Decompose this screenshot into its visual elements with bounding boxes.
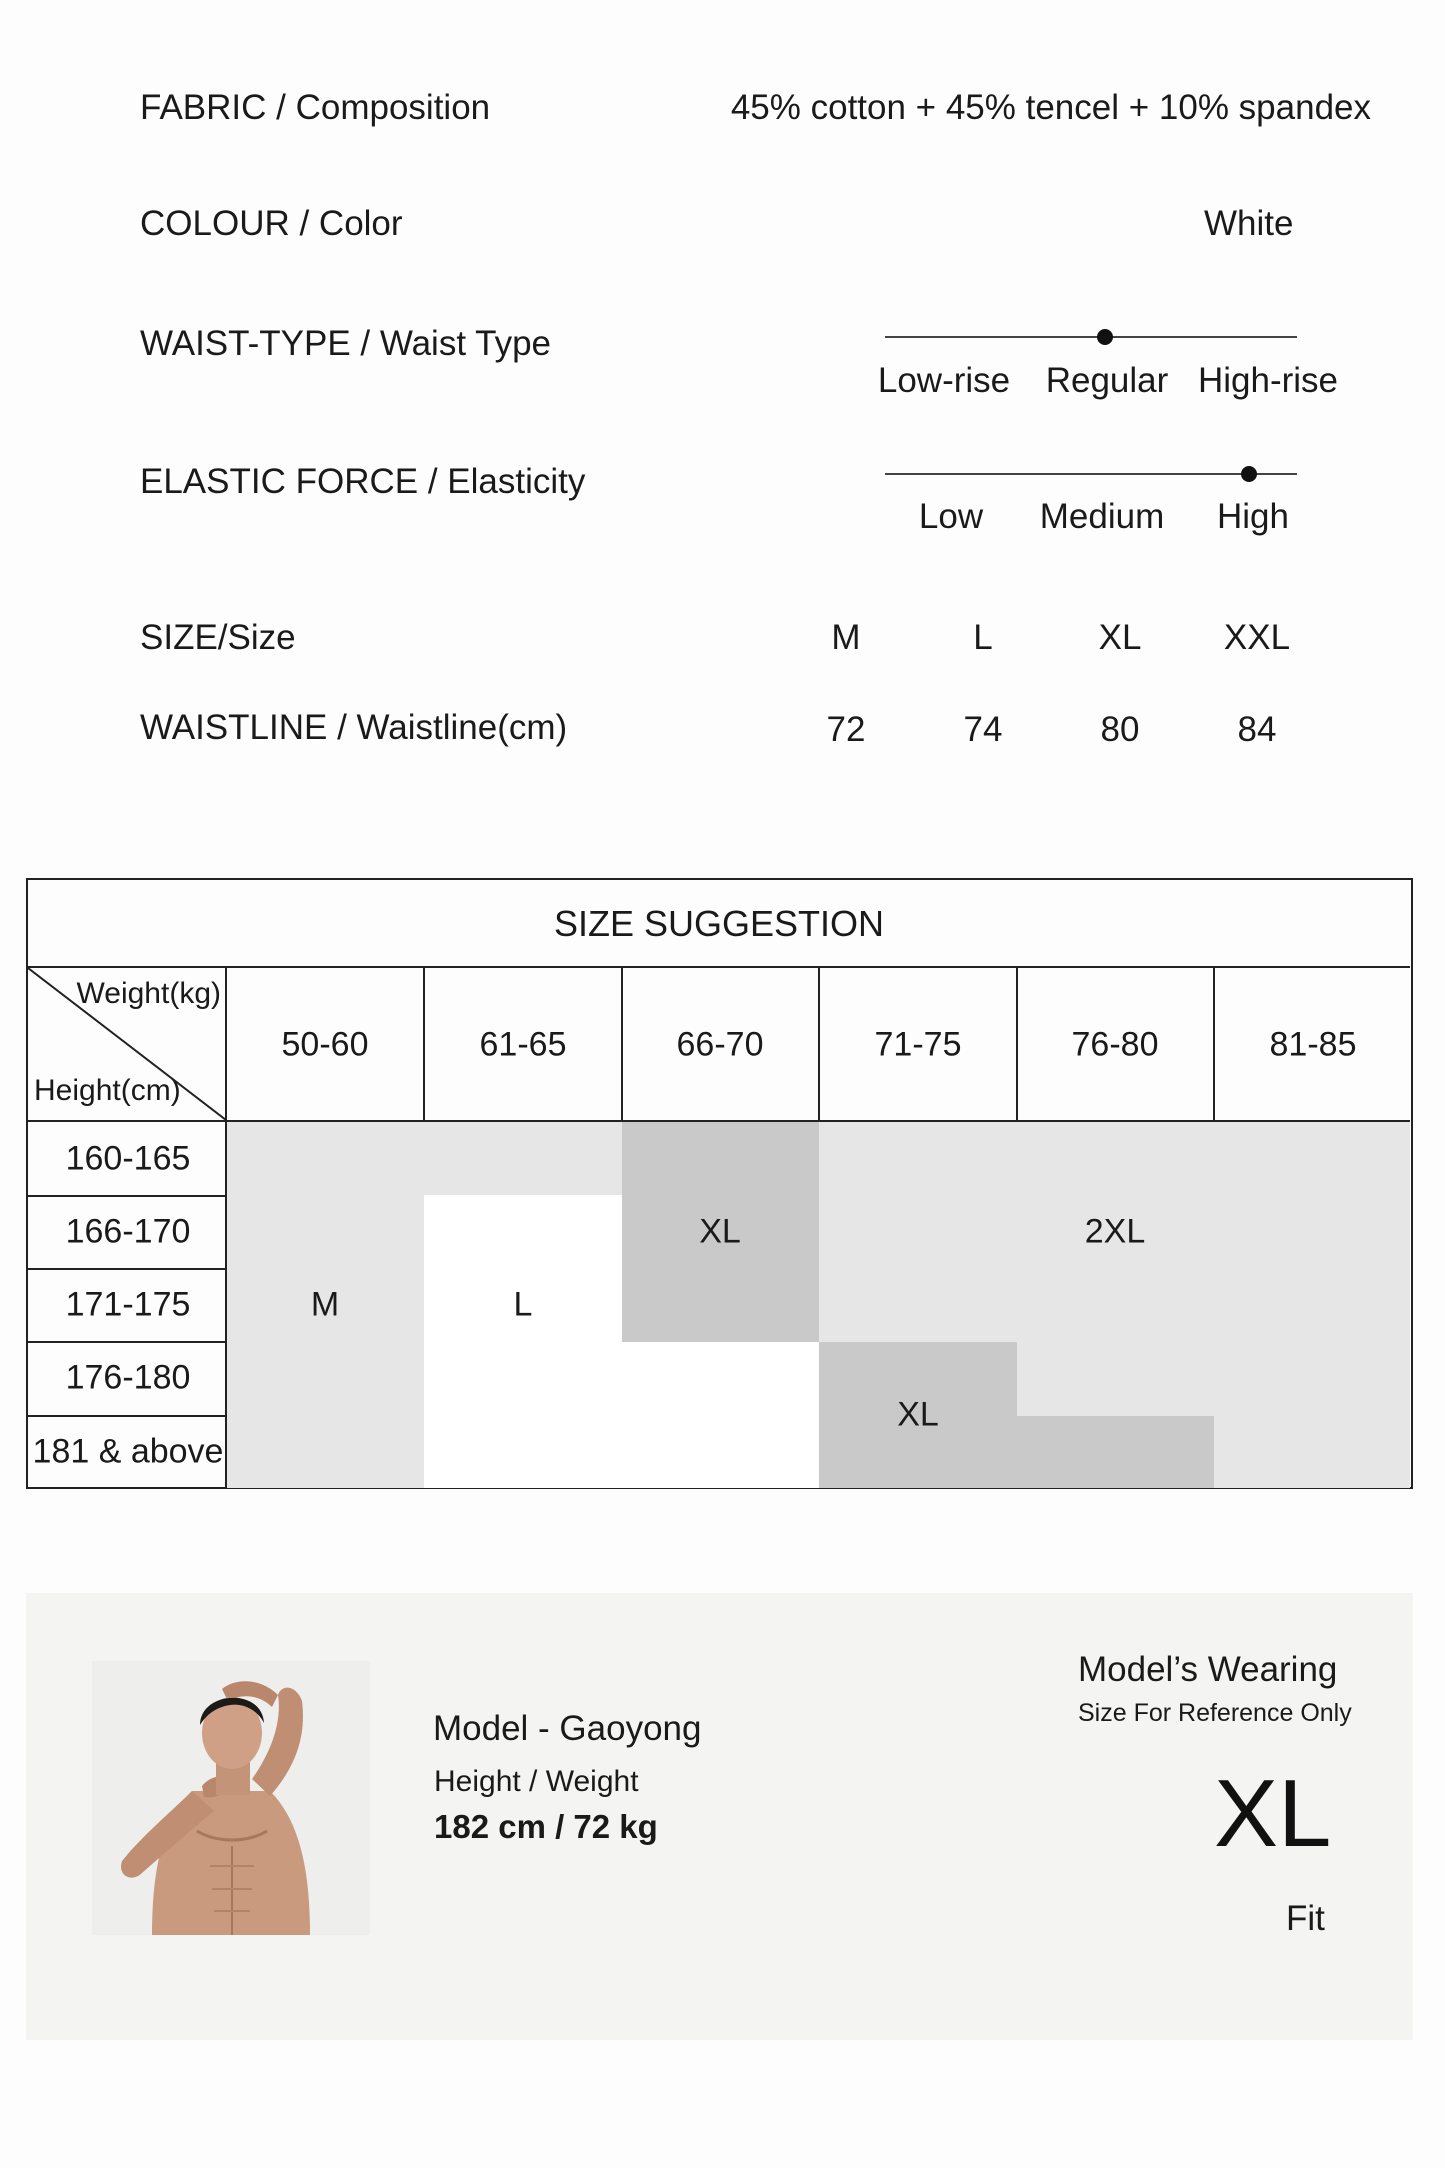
- size-region-l-top: [424, 1122, 622, 1195]
- waistline-value-l: 74: [963, 710, 1003, 749]
- spec-fabric-value: 45% cotton + 45% tencel + 10% spandex: [730, 88, 1371, 127]
- weight-header-50-60: 50-60: [281, 1025, 369, 1064]
- model-wearing-subtitle: Size For Reference Only: [1078, 1699, 1352, 1727]
- table-weight-col-divider-5: [1213, 966, 1215, 1122]
- waist-type-scale-line: [885, 336, 1297, 338]
- size-label-xl-upper: XL: [699, 1212, 741, 1251]
- height-header-171-175: 171-175: [65, 1285, 191, 1324]
- spec-elastic-label: ELASTIC FORCE / Elasticity: [140, 462, 586, 501]
- height-header-176-180: 176-180: [65, 1358, 191, 1397]
- table-title-divider: [28, 966, 1410, 968]
- elastic-option-medium: Medium: [1039, 497, 1165, 536]
- spec-size-label: SIZE/Size: [140, 618, 296, 657]
- table-height-row-divider-1: [28, 1195, 226, 1197]
- spec-colour-value: White: [1204, 204, 1294, 243]
- table-height-row-divider-2: [28, 1268, 226, 1270]
- table-height-row-divider-3: [28, 1341, 226, 1343]
- waistline-value-m: 72: [826, 710, 866, 749]
- size-value-l: L: [973, 618, 993, 657]
- height-header-166-170: 166-170: [65, 1212, 191, 1251]
- elastic-force-scale-line: [885, 473, 1297, 475]
- height-header-160-165: 160-165: [65, 1139, 191, 1178]
- weight-header-61-65: 61-65: [479, 1025, 567, 1064]
- size-label-m: M: [310, 1285, 340, 1324]
- waistline-value-xl: 80: [1100, 710, 1140, 749]
- model-card: [26, 1593, 1413, 2040]
- size-value-xxl: XXL: [1223, 618, 1291, 657]
- corner-weight-label: Weight(kg): [76, 977, 221, 1010]
- waist-type-option-high-rise: High-rise: [1197, 361, 1339, 400]
- table-weight-col-divider-3: [818, 966, 820, 1122]
- size-label-xl-lower: XL: [897, 1395, 939, 1434]
- height-header-181-above: 181 & above: [32, 1432, 224, 1471]
- model-wearing-size: XL: [1214, 1760, 1332, 1867]
- table-title: SIZE SUGGESTION: [553, 903, 885, 944]
- elastic-force-scale-marker: [1241, 466, 1257, 482]
- table-weight-col-divider-4: [1016, 966, 1018, 1122]
- table-height-row-divider-4: [28, 1415, 226, 1417]
- size-label-2xl: 2XL: [1084, 1212, 1146, 1251]
- weight-header-76-80: 76-80: [1071, 1025, 1159, 1064]
- table-weight-col-divider-1: [423, 966, 425, 1122]
- table-weight-col-divider-2: [621, 966, 623, 1122]
- size-suggestion-table: [26, 878, 1413, 1489]
- size-value-xl: XL: [1098, 618, 1142, 657]
- size-region-xl-lower-b: [1017, 1416, 1214, 1488]
- weight-header-71-75: 71-75: [874, 1025, 962, 1064]
- model-photo: [92, 1661, 370, 1935]
- model-measure-label: Height / Weight: [434, 1765, 639, 1798]
- weight-header-66-70: 66-70: [676, 1025, 764, 1064]
- waist-type-option-regular: Regular: [1045, 361, 1169, 400]
- waist-type-option-low-rise: Low-rise: [877, 361, 1011, 400]
- waist-type-scale-marker: [1097, 329, 1113, 345]
- elastic-option-high: High: [1217, 497, 1289, 536]
- spec-waistline-label: WAISTLINE / Waistline(cm): [140, 708, 568, 747]
- corner-height-label: Height(cm): [34, 1074, 181, 1107]
- model-fit-label: Fit: [1286, 1899, 1325, 1938]
- model-figure-illustration: [92, 1661, 370, 1935]
- waistline-value-xxl: 84: [1237, 710, 1277, 749]
- weight-header-81-85: 81-85: [1269, 1025, 1357, 1064]
- table-header-divider: [28, 1120, 1410, 1122]
- model-measure-value: 182 cm / 72 kg: [434, 1808, 658, 1845]
- model-name: Model - Gaoyong: [433, 1709, 702, 1748]
- size-label-l: L: [513, 1285, 533, 1324]
- spec-colour-label: COLOUR / Color: [140, 204, 403, 243]
- model-wearing-title: Model’s Wearing: [1078, 1650, 1338, 1689]
- elastic-option-low: Low: [918, 497, 984, 536]
- size-value-m: M: [831, 618, 861, 657]
- spec-waist-type-label: WAIST-TYPE / Waist Type: [140, 324, 552, 363]
- spec-fabric-label: FABRIC / Composition: [140, 88, 491, 127]
